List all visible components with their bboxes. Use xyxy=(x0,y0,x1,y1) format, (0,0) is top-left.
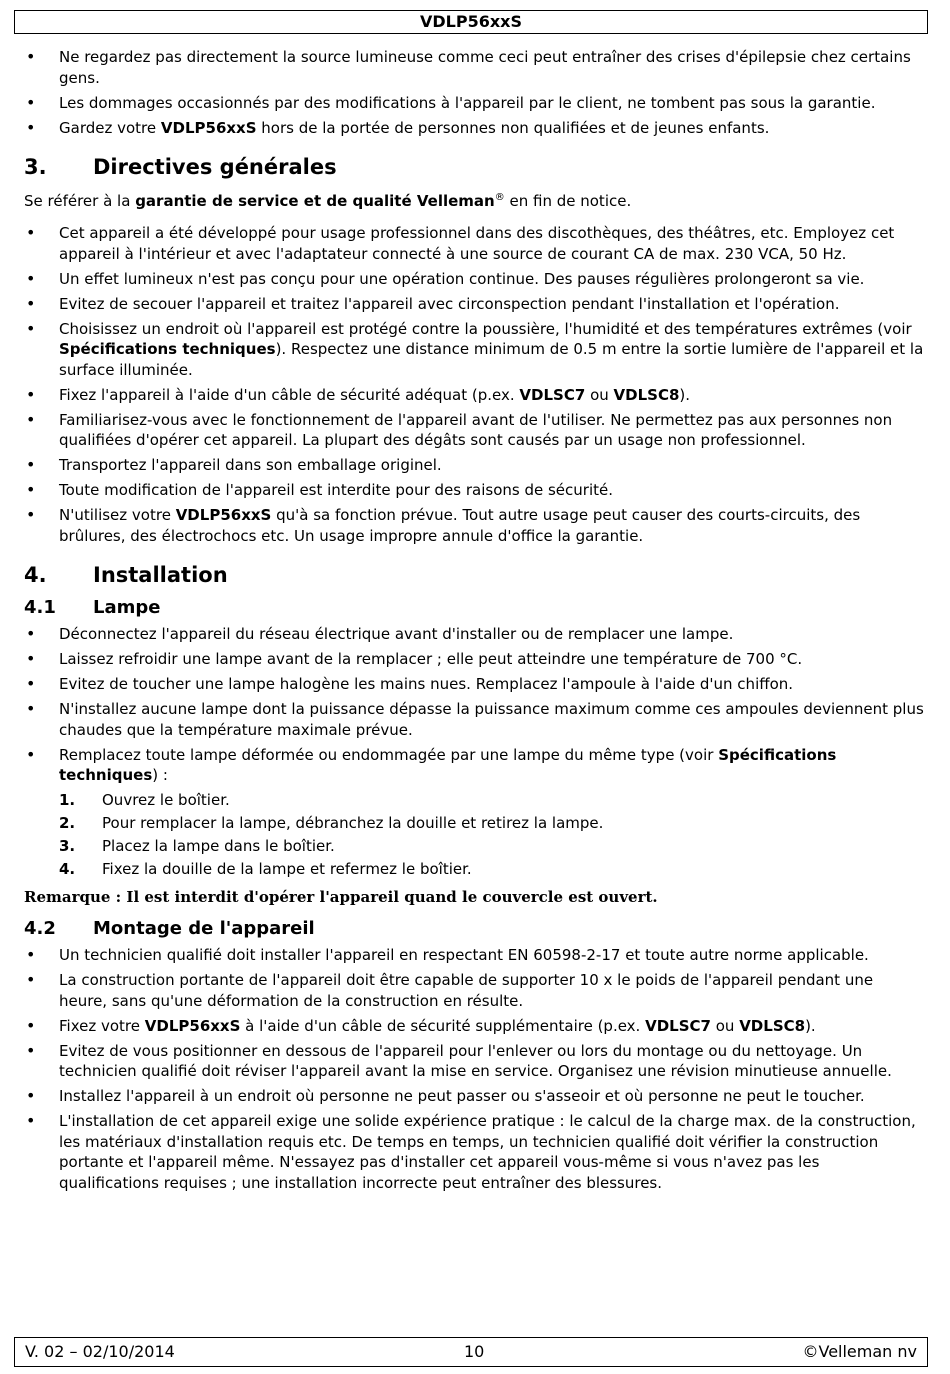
step-item: 4. Fixez la douille de la lampe et refermez le boîtier. xyxy=(59,860,472,878)
list-item: • Un effet lumineux n'est pas conçu pour une opération continue. Des pauses régulières prolongeront sa vie. xyxy=(24,269,924,290)
list-item: • La construction portante de l'appareil doit être capable de supporter 10 x le poids de l'appareil pendant une heure, sans qu'une déformation de la construction en résulte. xyxy=(24,970,924,1011)
list-item: • Evitez de secouer l'appareil et traitez l'appareil avec circonspection pendant l'installation et l'opération. xyxy=(24,294,924,315)
list-item: • Installez l'appareil à un endroit où personne ne peut passer ou s'asseoir et où personne ne peut le toucher. xyxy=(24,1086,924,1107)
list-item: • Fixez votre VDLP56xxS à l'aide d'un câble de sécurité supplémentaire (p.ex. VDLSC7 ou VDLSC8). xyxy=(24,1016,924,1037)
list-item: • Transportez l'appareil dans son emballage originel. xyxy=(24,455,924,476)
list-item: • Evitez de toucher une lampe halogène les mains nues. Remplacez l'ampoule à l'aide d'un chiffon. xyxy=(24,674,924,695)
list-item: • Familiarisez-vous avec le fonctionnement de l'appareil avant de l'utiliser. Ne permettez pas aux personnes non qualifiées d'opérer cet appareil. La plupart des dégâts sont causés par un usage non professionnel. xyxy=(24,410,924,451)
subsection-heading-4-2: 4.2 Montage de l'appareil xyxy=(24,918,315,939)
warning-note: Remarque : Il est interdit d'opérer l'appareil quand le couvercle est ouvert. xyxy=(24,888,658,906)
list-item: • Remplacez toute lampe déformée ou endommagée par une lampe du même type (voir Spécifications techniques) : xyxy=(24,745,924,786)
list-item: • Un technicien qualifié doit installer l'appareil en respectant EN 60598-2-17 et toute autre norme applicable. xyxy=(24,945,924,966)
footer-copyright: ©Velleman nv xyxy=(802,1342,917,1361)
warranty-reference: Se référer à la garantie de service et de qualité Velleman® en fin de notice. xyxy=(24,192,632,210)
subsection-heading-4-1: 4.1 Lampe xyxy=(24,597,161,618)
page-footer xyxy=(14,1337,928,1367)
list-item: • Déconnectez l'appareil du réseau électrique avant d'installer ou de remplacer une lampe. xyxy=(24,624,924,645)
list-item: • Gardez votre VDLP56xxS hors de la portée de personnes non qualifiées et de jeunes enfants. xyxy=(24,118,924,139)
list-item: • Toute modification de l'appareil est interdite pour des raisons de sécurité. xyxy=(24,480,924,501)
list-item: • Laissez refroidir une lampe avant de la remplacer ; elle peut atteindre une température de 700 °C. xyxy=(24,649,924,670)
list-item: • Fixez l'appareil à l'aide d'un câble de sécurité adéquat (p.ex. VDLSC7 ou VDLSC8). xyxy=(24,385,924,406)
list-item: • Evitez de vous positionner en dessous de l'appareil pour l'enlever ou lors du montage ou du nettoyage. Un technicien qualifié doit réviser l'appareil avant la mise en service. Organisez une révision minutieuse annuelle. xyxy=(24,1041,924,1082)
list-item: • N'utilisez votre VDLP56xxS qu'à sa fonction prévue. Tout autre usage peut causer des courts-circuits, des brûlures, des électrochocs etc. Un usage impropre annule d'office la garantie. xyxy=(24,505,924,546)
list-item: • Choisissez un endroit où l'appareil est protégé contre la poussière, l'humidité et des températures extrêmes (voir Spécifications techniques). Respectez une distance minimum de 0.5 m entre la sortie lumière de l'appareil et la surface illuminée. xyxy=(24,319,924,381)
page-header xyxy=(14,10,928,34)
list-item: • L'installation de cet appareil exige une solide expérience pratique : le calcul de la charge max. de la construction, les matériaux d'installation requis etc. De temps en temps, un technicien qualifié doit vérifier la construction portante et l'appareil même. N'essayez pas d'installer cet appareil vous-même si vous n'avez pas les qualifications requises ; une installation incorrecte peut entraîner des blessures. xyxy=(24,1111,924,1193)
document-body xyxy=(24,47,924,1198)
header-title: VDLP56xxS xyxy=(419,12,522,31)
footer-version: V. 02 – 02/10/2014 xyxy=(25,1342,175,1361)
step-item: 2. Pour remplacer la lampe, débranchez la douille et retirez la lampe. xyxy=(59,814,604,832)
list-item: • Cet appareil a été développé pour usage professionnel dans des discothèques, des théâtres, etc. Employez cet appareil à l'intérieur et avec l'adaptateur connecté à une source de courant CA de max. 230 VCA, 50 Hz. xyxy=(24,223,924,264)
section-heading-4: 4. Installation xyxy=(24,563,228,587)
step-item: 1. Ouvrez le boîtier. xyxy=(59,791,230,809)
step-item: 3. Placez la lampe dans le boîtier. xyxy=(59,837,335,855)
section-heading-3: 3. Directives générales xyxy=(24,155,337,179)
list-item: • Les dommages occasionnés par des modifications à l'appareil par le client, ne tombent pas sous la garantie. xyxy=(24,93,924,114)
page-number: 10 xyxy=(464,1342,485,1361)
list-item: • Ne regardez pas directement la source lumineuse comme ceci peut entraîner des crises d'épilepsie chez certains gens. xyxy=(24,47,924,88)
list-item: • N'installez aucune lampe dont la puissance dépasse la puissance maximum comme ces ampoules deviennent plus chaudes que la température maximale prévue. xyxy=(24,699,924,740)
